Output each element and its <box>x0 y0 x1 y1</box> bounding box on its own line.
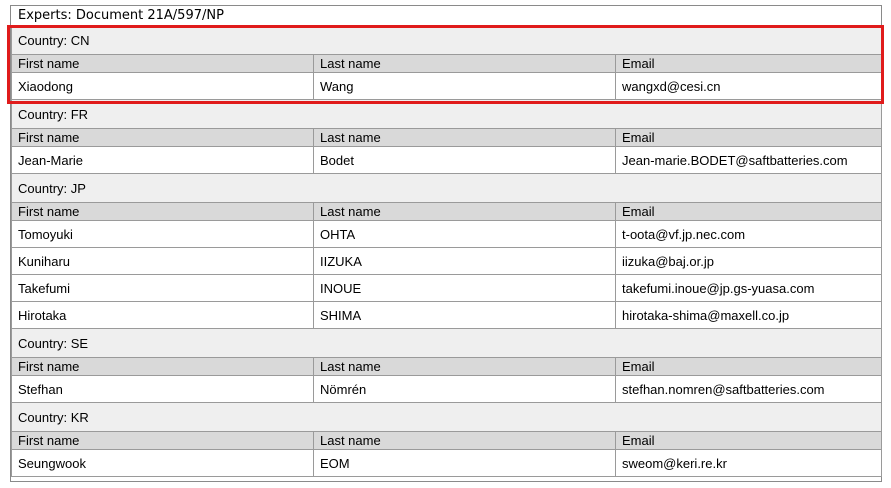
first-name-cell: Hirotaka <box>12 302 314 329</box>
experts-table <box>11 25 882 477</box>
email-cell: sweom@keri.re.kr <box>616 450 882 477</box>
email-cell: Jean-marie.BODET@saftbatteries.com <box>616 147 882 174</box>
header-first-name: First name <box>12 55 314 73</box>
header-first-name: First name <box>12 358 314 376</box>
last-name-cell: EOM <box>314 450 616 477</box>
email-cell: iizuka@baj.or.jp <box>616 248 882 275</box>
header-last-name: Last name <box>314 203 616 221</box>
first-name-cell: Kuniharu <box>12 248 314 275</box>
last-name-cell: IIZUKA <box>314 248 616 275</box>
email-cell: t-oota@vf.jp.nec.com <box>616 221 882 248</box>
page-title: Experts: Document 21A/597/NP <box>18 8 224 23</box>
first-name-cell: Tomoyuki <box>12 221 314 248</box>
header-row <box>12 358 882 376</box>
country-row-cn <box>12 26 882 55</box>
table-row <box>12 248 882 275</box>
header-first-name: First name <box>12 432 314 450</box>
email-cell: takefumi.inoue@jp.gs-yuasa.com <box>616 275 882 302</box>
header-row <box>12 432 882 450</box>
country-label: Country: KR <box>12 403 882 432</box>
first-name-cell: Takefumi <box>12 275 314 302</box>
table-row <box>12 376 882 403</box>
header-row <box>12 55 882 73</box>
email-cell: stefhan.nomren@saftbatteries.com <box>616 376 882 403</box>
header-first-name: First name <box>12 203 314 221</box>
header-row <box>12 203 882 221</box>
header-first-name: First name <box>12 129 314 147</box>
table-row <box>12 73 882 100</box>
country-row-jp <box>12 174 882 203</box>
country-row-se <box>12 329 882 358</box>
header-last-name: Last name <box>314 432 616 450</box>
country-label: Country: CN <box>12 26 882 55</box>
table-row <box>12 147 882 174</box>
last-name-cell: INOUE <box>314 275 616 302</box>
country-label: Country: JP <box>12 174 882 203</box>
last-name-cell: SHIMA <box>314 302 616 329</box>
header-row <box>12 129 882 147</box>
header-email: Email <box>616 358 882 376</box>
first-name-cell: Seungwook <box>12 450 314 477</box>
country-label: Country: FR <box>12 100 882 129</box>
email-cell: hirotaka-shima@maxell.co.jp <box>616 302 882 329</box>
country-row-fr <box>12 100 882 129</box>
header-email: Email <box>616 129 882 147</box>
first-name-cell: Jean-Marie <box>12 147 314 174</box>
header-last-name: Last name <box>314 129 616 147</box>
email-cell: wangxd@cesi.cn <box>616 73 882 100</box>
country-row-kr <box>12 403 882 432</box>
last-name-cell: Nömrén <box>314 376 616 403</box>
first-name-cell: Xiaodong <box>12 73 314 100</box>
table-row <box>12 275 882 302</box>
table-row <box>12 302 882 329</box>
table-row <box>12 221 882 248</box>
country-label: Country: SE <box>12 329 882 358</box>
header-last-name: Last name <box>314 358 616 376</box>
header-email: Email <box>616 203 882 221</box>
table-row <box>12 450 882 477</box>
header-last-name: Last name <box>314 55 616 73</box>
last-name-cell: Bodet <box>314 147 616 174</box>
last-name-cell: OHTA <box>314 221 616 248</box>
header-email: Email <box>616 55 882 73</box>
header-email: Email <box>616 432 882 450</box>
last-name-cell: Wang <box>314 73 616 100</box>
first-name-cell: Stefhan <box>12 376 314 403</box>
experts-table-body <box>12 26 882 477</box>
